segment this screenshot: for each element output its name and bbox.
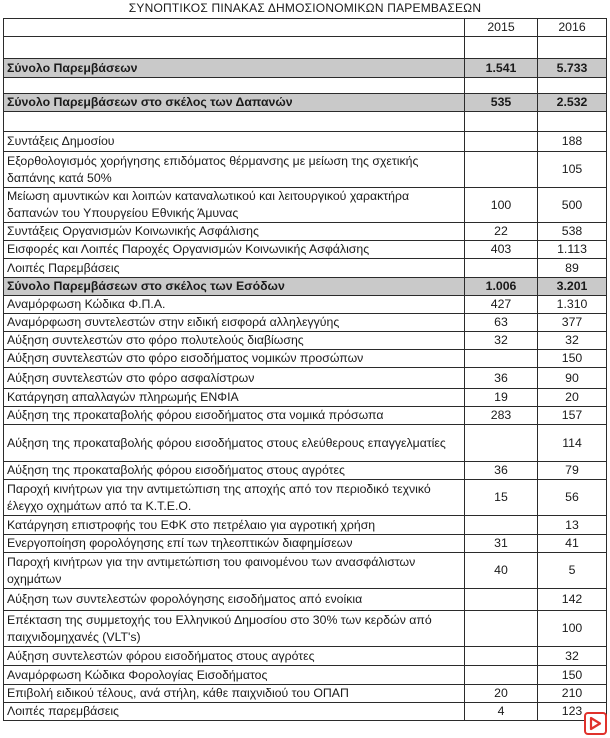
row-label: Εισφορές και Λοιπές Παροχές Οργανισμών Κοινωνικής Ασφάλισης (4, 241, 465, 259)
protothema-logo-icon (584, 712, 607, 735)
value-2015 (465, 666, 538, 685)
table-row (4, 516, 607, 535)
table-row (4, 314, 607, 332)
value-2016: 89 (538, 259, 607, 278)
table-row (4, 241, 607, 259)
table-row (4, 589, 607, 611)
row-label: Κατάργηση απαλλαγών πληρωμής ΕΝΦΙΑ (4, 389, 465, 407)
table-row (4, 78, 607, 94)
row-label: Αναμόρφωση Κώδικα Φ.Π.Α. (4, 296, 465, 314)
value-2016: 100 (538, 611, 607, 647)
value-2016: 105 (538, 152, 607, 188)
row-label: Αύξηση συντελεστών στο φόρο εισοδήματος νομικών προσώπων (4, 350, 465, 368)
row-label: Μείωση αμυντικών και λοιπών καταναλωτικού και λειτουργικού χαρακτήρα δαπανών του Υπουργείου Εθνικής Άμυνας (4, 188, 465, 223)
value-2015: 40 (465, 553, 538, 589)
table-row (4, 368, 607, 389)
value-2015 (465, 259, 538, 278)
total-row (4, 59, 607, 78)
value-2016: 123 (538, 703, 607, 721)
table-row (4, 332, 607, 350)
expenditure-total-row (4, 94, 607, 112)
value-2016: 150 (538, 350, 607, 368)
value-2015: 403 (465, 241, 538, 259)
row-label: Εξορθολογισμός χορήγησης επιδόματος θέρμανσης με μείωση της σχετικής δαπάνης κατά 50% (4, 152, 465, 188)
value-2015: 1.006 (465, 278, 538, 296)
row-label: Κατάργηση επιστροφής του ΕΦΚ στο πετρέλαιο για αγροτική χρήση (4, 516, 465, 535)
header-label-cell (4, 19, 465, 37)
row-label: Λοιπές παρεμβάσεις (4, 703, 465, 721)
table-row (4, 389, 607, 407)
table-row (4, 462, 607, 480)
value-2016: 114 (538, 425, 607, 462)
value-2015 (465, 350, 538, 368)
value-2015: 1.541 (465, 59, 538, 78)
table-row (4, 407, 607, 425)
value-2015 (465, 132, 538, 152)
value-2015: 100 (465, 188, 538, 223)
value-2016: 5.733 (538, 59, 607, 78)
row-label: Παροχή κινήτρων για την αντιμετώπιση του φαινομένου των ανασφάλιστων οχημάτων (4, 553, 465, 589)
row-label: Αύξηση των συντελεστών φορολόγησης εισοδήματος από ενοίκια (4, 589, 465, 611)
table-row (4, 188, 607, 223)
value-2016: 1.310 (538, 296, 607, 314)
value-2016: 13 (538, 516, 607, 535)
table-row (4, 112, 607, 132)
value-2015 (465, 152, 538, 188)
row-label: Αύξηση συντελεστών φόρου εισοδήματος στους αγρότες (4, 647, 465, 666)
value-2015 (465, 589, 538, 611)
row-label: Επέκταση της συμμετοχής του Ελληνικού Δημοσίου στο 30% των κερδών από παιχνιδομηχανές (VLT's) (4, 611, 465, 647)
value-2015: 19 (465, 389, 538, 407)
value-2016: 41 (538, 535, 607, 553)
value-2016: 142 (538, 589, 607, 611)
value-2016: 157 (538, 407, 607, 425)
value-2015: 4 (465, 703, 538, 721)
value-2016: 2.532 (538, 94, 607, 112)
row-label: Αύξηση της προκαταβολής φόρου εισοδήματος στα νομικά πρόσωπα (4, 407, 465, 425)
table-row (4, 37, 607, 59)
value-2015: 22 (465, 223, 538, 241)
value-2016: 500 (538, 188, 607, 223)
value-2015: 283 (465, 407, 538, 425)
value-2016: 20 (538, 389, 607, 407)
value-2015 (465, 647, 538, 666)
value-2016: 1.113 (538, 241, 607, 259)
table-row (4, 553, 607, 589)
value-2016: 56 (538, 480, 607, 516)
value-2015: 32 (465, 332, 538, 350)
row-label: Αύξηση συντελεστών στο φόρο πολυτελούς διαβίωσης (4, 332, 465, 350)
value-2015 (465, 516, 538, 535)
value-2015 (465, 611, 538, 647)
value-2015: 15 (465, 480, 538, 516)
value-2016: 79 (538, 462, 607, 480)
table-row (4, 535, 607, 553)
value-2015: 36 (465, 368, 538, 389)
row-label: Αύξηση της προκαταβολής φόρου εισοδήματος στους αγρότες (4, 462, 465, 480)
table-row (4, 611, 607, 647)
table-row (4, 685, 607, 703)
value-2016: 188 (538, 132, 607, 152)
value-2016: 32 (538, 332, 607, 350)
value-2015: 36 (465, 462, 538, 480)
row-label: Αναμόρφωση Κώδικα Φορολογίας Εισοδήματος (4, 666, 465, 685)
table-header-row (4, 19, 607, 37)
table-row (4, 647, 607, 666)
value-2015: 63 (465, 314, 538, 332)
row-label: Αύξηση της προκαταβολής φόρου εισοδήματος στους ελεύθερους επαγγελματίες (4, 425, 465, 462)
value-2016: 90 (538, 368, 607, 389)
value-2016: 538 (538, 223, 607, 241)
fiscal-measures-table (3, 18, 607, 721)
value-2015: 427 (465, 296, 538, 314)
table-row (4, 296, 607, 314)
page-title: ΣΥΝΟΠΤΙΚΟΣ ΠΙΝΑΚΑΣ ΔΗΜΟΣΙΟΝΟΜΙΚΩΝ ΠΑΡΕΜΒΑΣΕΩΝ (128, 1, 482, 15)
value-2016: 377 (538, 314, 607, 332)
value-2016: 32 (538, 647, 607, 666)
table-row (4, 152, 607, 188)
table-row (4, 480, 607, 516)
row-label: Σύνολο Παρεμβάσεων στο σκέλος των Δαπανών (4, 94, 465, 112)
value-2015: 20 (465, 685, 538, 703)
header-year-2015: 2015 (465, 19, 538, 37)
table-row (4, 223, 607, 241)
row-label: Λοιπές Παρεμβάσεις (4, 259, 465, 278)
row-label: Επιβολή ειδικού τέλους, ανά στήλη, κάθε παιχνιδιού του ΟΠΑΠ (4, 685, 465, 703)
table-row (4, 703, 607, 721)
row-label: Αύξηση συντελεστών στο φόρο ασφαλίστρων (4, 368, 465, 389)
table-row (4, 259, 607, 278)
row-label: Παροχή κινήτρων για την αντιμετώπιση της αποχής από τον περιοδικό τεχνικό έλεγχο οχημάτων από τα Κ.Τ.Ε.Ο. (4, 480, 465, 516)
row-label: Συντάξεις Δημοσίου (4, 132, 465, 152)
revenue-total-row (4, 278, 607, 296)
value-2015 (465, 425, 538, 462)
value-2015: 31 (465, 535, 538, 553)
table-row (4, 350, 607, 368)
value-2016: 150 (538, 666, 607, 685)
value-2015: 535 (465, 94, 538, 112)
table-row (4, 132, 607, 152)
header-year-2016: 2016 (538, 19, 607, 37)
value-2016: 210 (538, 685, 607, 703)
value-2016: 3.201 (538, 278, 607, 296)
row-label: Ενεργοποίηση φορολόγησης επί των τηλεοπτικών διαφημίσεων (4, 535, 465, 553)
value-2016: 5 (538, 553, 607, 589)
row-label: Συντάξεις Οργανισμών Κοινωνικής Ασφάλισης (4, 223, 465, 241)
row-label: Σύνολο Παρεμβάσεων στο σκέλος των Εσόδων (4, 278, 465, 296)
table-row (4, 425, 607, 462)
table-row (4, 666, 607, 685)
row-label: Σύνολο Παρεμβάσεων (4, 59, 465, 78)
row-label: Αναμόρφωση συντελεστών στην ειδική εισφορά αλληλεγγύης (4, 314, 465, 332)
